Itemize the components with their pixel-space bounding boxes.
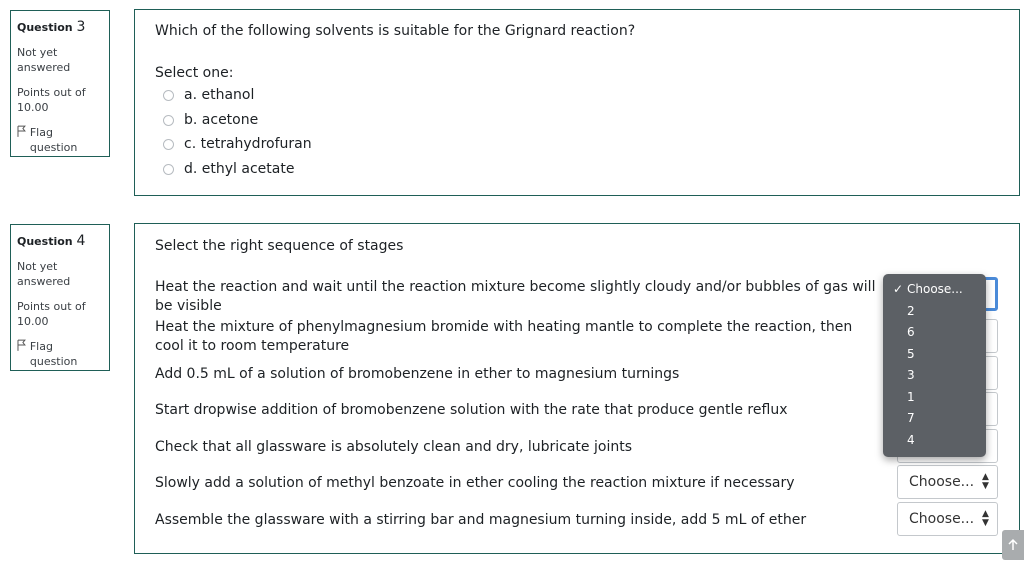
flag-icon (17, 339, 27, 351)
question-4-status: Not yet answered (17, 260, 71, 288)
dropdown-option-choose[interactable]: ✓ Choose... (893, 282, 963, 296)
dropdown-option[interactable]: 7 (907, 411, 915, 425)
question-3-text: Which of the following solvents is suitable for the Grignard reaction? (155, 23, 636, 39)
select-arrows-icon: ▲ ▼ (982, 472, 989, 491)
arrow-up-icon (1002, 530, 1024, 560)
stage-6-select[interactable]: Choose... ▲ ▼ (897, 465, 998, 499)
question-3-info (10, 10, 110, 157)
question-3-prompt: Select one: (155, 65, 234, 81)
question-4-text: Select the right sequence of stages (155, 238, 404, 254)
question-4-info (10, 224, 110, 371)
dropdown-option[interactable]: 6 (907, 325, 915, 339)
question-3-number: Question 3 (17, 19, 86, 35)
question-3-status: Not yet answered (17, 46, 71, 74)
stage-6: Slowly add a solution of methyl benzoate in ether cooling the reaction mixture if necessary (155, 475, 795, 491)
flag-question-3-button[interactable]: Flag question (17, 125, 103, 155)
checkmark-icon: ✓ (893, 282, 904, 296)
option-c[interactable]: c. tetrahydrofuran (163, 136, 312, 152)
option-a-radio[interactable] (163, 90, 174, 101)
stage-7: Assemble the glassware with a stirring bar and magnesium turning inside, add 5 mL of ether (155, 512, 807, 528)
option-c-radio[interactable] (163, 139, 174, 150)
dropdown-option[interactable]: 1 (907, 390, 915, 404)
question-3-points: Points out of 10.00 (17, 86, 86, 114)
stage-4: Start dropwise addition of bromobenzene solution with the rate that produce gentle reflux (155, 402, 788, 418)
stage-1-dropdown-list (883, 274, 986, 457)
option-b-radio[interactable] (163, 115, 174, 126)
dropdown-option[interactable]: 3 (907, 368, 915, 382)
option-d[interactable]: d. ethyl acetate (163, 161, 294, 177)
stage-5: Check that all glassware is absolutely clean and dry, lubricate joints (155, 439, 632, 455)
question-3-content (134, 9, 1020, 196)
flag-icon (17, 125, 27, 137)
stage-3: Add 0.5 mL of a solution of bromobenzene in ether to magnesium turnings (155, 366, 680, 382)
option-a[interactable]: a. ethanol (163, 87, 254, 103)
option-d-radio[interactable] (163, 164, 174, 175)
stage-2: Heat the mixture of phenylmagnesium bromide with heating mantle to complete the reaction, then cool it to room temperature (155, 319, 853, 354)
dropdown-option[interactable]: 4 (907, 433, 915, 447)
flag-question-4-button[interactable]: Flag question (17, 339, 103, 369)
dropdown-option[interactable]: 2 (907, 304, 915, 318)
question-4-points: Points out of 10.00 (17, 300, 86, 328)
dropdown-option[interactable]: 5 (907, 347, 915, 361)
question-4-number: Question 4 (17, 233, 86, 249)
select-arrows-icon: ▲ ▼ (982, 509, 989, 528)
back-to-top-button[interactable] (1002, 530, 1024, 560)
stage-7-select[interactable]: Choose... ▲ ▼ (897, 502, 998, 536)
option-b[interactable]: b. acetone (163, 112, 258, 128)
stage-1: Heat the reaction and wait until the reaction mixture become slightly cloudy and/or bubbles of gas will be visible (155, 279, 876, 314)
